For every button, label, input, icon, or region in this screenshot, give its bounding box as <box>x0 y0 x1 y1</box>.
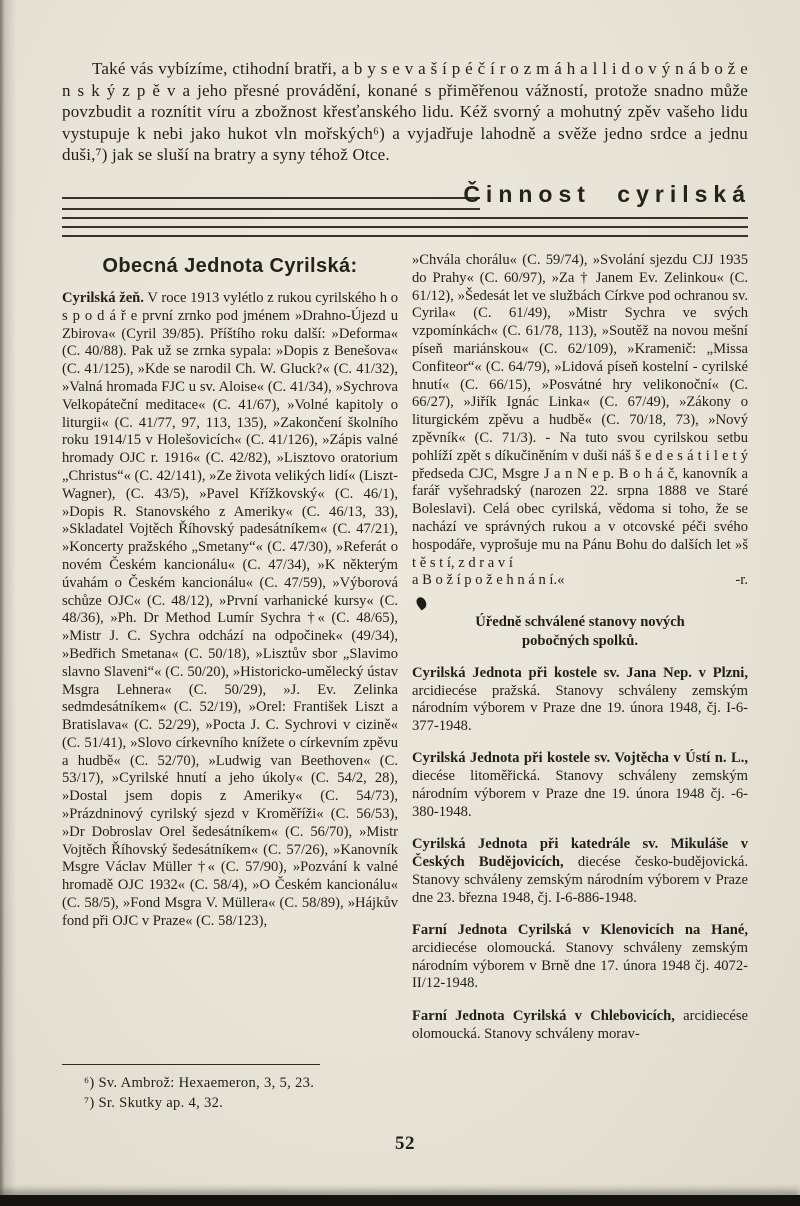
leaf-ornament-icon <box>414 596 428 611</box>
entry-paragraph <box>412 922 748 993</box>
entry-text: arcidiecése olomoucká. Stanovy schváleny morav- <box>412 1007 748 1042</box>
closing-text: a B o ž í p o ž e h n á n í.« <box>412 572 565 589</box>
page-content <box>62 0 751 1155</box>
section-title: Činnost cyrilská <box>463 180 751 207</box>
scan-edge-bottom <box>0 1195 800 1206</box>
footnote-item: ⁶) Sv. Ambrož: Hexaemeron, 3, 5, 23. <box>84 1075 315 1092</box>
article-list-paragraph <box>62 290 398 931</box>
scan-edge-left <box>0 0 16 1206</box>
entry-paragraph <box>412 1008 748 1044</box>
footnote-divider <box>62 1064 320 1065</box>
header-rule <box>62 208 480 210</box>
section-header <box>62 180 751 241</box>
closing-line <box>412 572 748 590</box>
author-signature: -r. <box>735 572 748 589</box>
entry-lead: Cyrilská Jednota při kostele sv. Vojtěcha v Ústí n. L., <box>412 750 748 767</box>
entry-lead: Cyrilská Jednota při kostele sv. Jana Nep. v Plzni, <box>412 664 748 681</box>
header-rule <box>62 235 748 237</box>
header-rule <box>62 197 480 199</box>
paragraph-lead: Cyrilská žeň. <box>62 289 144 306</box>
entry-paragraph <box>412 665 748 736</box>
entry-text: diecése litoměřická. Stanovy schváleny zemským národním výborem v Praze dne 19. února 1948 čj. -6-380-1948. <box>412 768 748 820</box>
page-number: 52 <box>395 1133 415 1155</box>
subsection-heading <box>412 613 748 650</box>
right-column <box>412 252 748 1048</box>
continuation-paragraph: »Chvála chorálu« (C. 59/74), »Svolání sjezdu CJJ 1935 do Prahy« (C. 60/97), »Za † Janem Ev. Zelinkou« (C. 61/12), »Šedesát let ve službách Církve pod ochranou sv. Cyrila« (C. 61/49), »Mistr Sychra ve svých vzpomínkách« (C. 61/78, 113), »Soutěž na novou mešní píseň mariánskou« (C. 62/109), »Kramenič: „Missa Confiteor“« (C. 64/79), »Lidová píseň kostelní - cyrilské hnutí« (C. 66/15), »Posvátné hry velikonoční« (C. 66/27), »Jiřík Ignác Linka« (C. 67/49), »Zákony o liturgickém zpěvu a hudbě« (C. 70/18, 73), »Nový zpěvník« (C. 71/3). - Na tuto svou cyrilskou setbu pohlíží zpět s díkučiněním v duši náš š e d e s á t i l e t ý předseda CJC, Msgre J a n N e p. B o h á č, kanovník a farář vyšehradský (narozen 22. srpna 1888 ve Staré Boleslavi). Celá obec cyrilská, vědoma si toho, že se nachází ve správných rukou a v otcovské péči svého hospodáře, vyprošuje mu na Pánu Bohu do dalších let »š t ě s t í, z d r a v í <box>412 251 748 571</box>
subsection-heading-line1: Úředně schválené stanovy nových <box>475 614 685 631</box>
entry-lead: Farní Jednota Cyrilská v Klenovicích na Hané, <box>412 922 748 939</box>
footnotes <box>62 1064 462 1113</box>
intro-paragraph: Také vás vybízíme, ctihodní bratři, a b y s e v a š í p é č í r o z m á h a l l i d o v ý n á b o ž e n s k ý z p ě v a jeho přesné provádění, konané s přiměřenou vážností, protože snadno může povzbudit a roznítit víru a zbožnost křesťanského lidu. Kéž svorný a mohutný zpěv vašeho lidu vystupuje k nebi jako hukot vln mořských⁶) a vyjadřuje lahodně a svěže jedno srdce a jednu duši,⁷) jak se sluší na bratry a syny téhož Otce. <box>62 59 748 165</box>
entry-paragraph <box>412 750 748 821</box>
entry-lead: Cyrilská Jednota při katedrále sv. Mikuláše v Českých Budějovicích, <box>412 836 748 871</box>
paragraph-text: V roce 1913 vylétlo z rukou cyrilského h o s p o d á ř e první zrnko pod jménem »Drahno-Újezd u Zbirova« (Cyril 39/85). Příštího roku další: »Deforma« (C. 40/88). Pak už se zrnka sypala: »Dopis z Benešova« (C. 41/125), »Kde se narodil Ch. W. Gluck?« (C. 41/32), »Valná hromada FJC u sv. Aloise« (C. 41/34), »Sychrova Velkopáteční meditace« (C. 41/67), »Volné kapitoly o liturgii« (C. 41/77, 97, 113, 135), »Zakončení školního roku 1914/15 v Holešovicích« (C. 41/126), »Zápis valné hromady OJC r. 1916« (C. 42/82), »Lisztovo oratorium „Christus“« (C. 42/141), »Ze života velikých lidí« (Liszt-Wagner), (C. 43/5), »Pavel Křížkovský« (C. 46/1), »Dopis R. Stanovského z Ameriky« (C. 46/13, 33), »Skladatel Vojtěch Říhovský padesátníkem« (C. 47/21), »Koncerty pražského „Smetany“« (C. 47/30), »Referát o novém Českém kancionálu« (C. 47/34), »K některým úvahám o Českém kancionálu« (C. 47/59), »Výborová schůze OJC« (C. 48/12), »První varhanické kursy« (C. 48/36), »Ph. Dr Method Lumír Sychra †« (C. 48/65), »Mistr J. C. Sychra odchází na odpočinek« (49/34), »Bedřich Smetana« (C. 50/18), »Lisztův sbor „Slavimo slavno Slaveni“« (C. 50/20), »Historicko-umělecký ústav Msgra Lehnera« (C. 50/29), »J. Ev. Zelinka sedmdesátníkem« (C. 52/19), »Orel: František Liszt a Bratislava« (C. 52/29), »Pocta J. C. Sychrovi v cizině« (C. 51/41), »Slovo církevního knížete o církevním zpěvu a hudbě« (C. 52/70), »Ludwig van Beethoven« (C. 53/17), »Cyrilské hnutí a jeho úkoly« (C. 54/2, 28), »Dostal jsem dopis z Ameriky« (C. 54/73), »Prázdninový cyrilský sjezd v Kroměříži« (C. 56/53), »Dr Dobroslav Orel šedesátníkem« (C. 56/70), »Mistr Vojtěch Říhovský šedesátníkem« (C. 57/26), »Kanovník Msgre Václav Müller †« (C. 57/90), »Pozvání k valné hromadě OJC 1932« (C. 58/4), »O Českém kancionálu« (C. 58/5), »Fond Msgra V. Müllera« (C. 58/89), »Hájkův fond při OJC v Praze« (C. 58/123), <box>62 289 398 929</box>
header-rule <box>62 217 748 219</box>
entry-text: arcidiecése pražská. Stanovy schváleny zemským národním výborem v Praze dne 19. února 1948, čj. I-6-377-1948. <box>412 682 748 735</box>
entry-text: diecése česko-budějovická. Stanovy schváleny zemským národním výborem v Praze dne 23. března 1948, čj. I-6-886-1948. <box>412 854 749 906</box>
two-column-body <box>62 252 748 1048</box>
entry-text: arcidiecése olomoucká. Stanovy schváleny zemským národním výborem v Brně dne 17. února 1948 čj. 4072-II/12-1948. <box>412 939 748 992</box>
subsection-heading-line2: pobočných spolků. <box>522 632 638 649</box>
footnote-item: ⁷) Sr. Skutky ap. 4, 32. <box>84 1094 224 1111</box>
entry-paragraph <box>412 836 748 907</box>
left-column <box>62 252 398 1048</box>
left-column-heading: Obecná Jednota Cyrilská: <box>102 254 358 277</box>
entry-lead: Farní Jednota Cyrilská v Chlebovicích, <box>412 1007 675 1024</box>
header-rule <box>62 226 748 228</box>
